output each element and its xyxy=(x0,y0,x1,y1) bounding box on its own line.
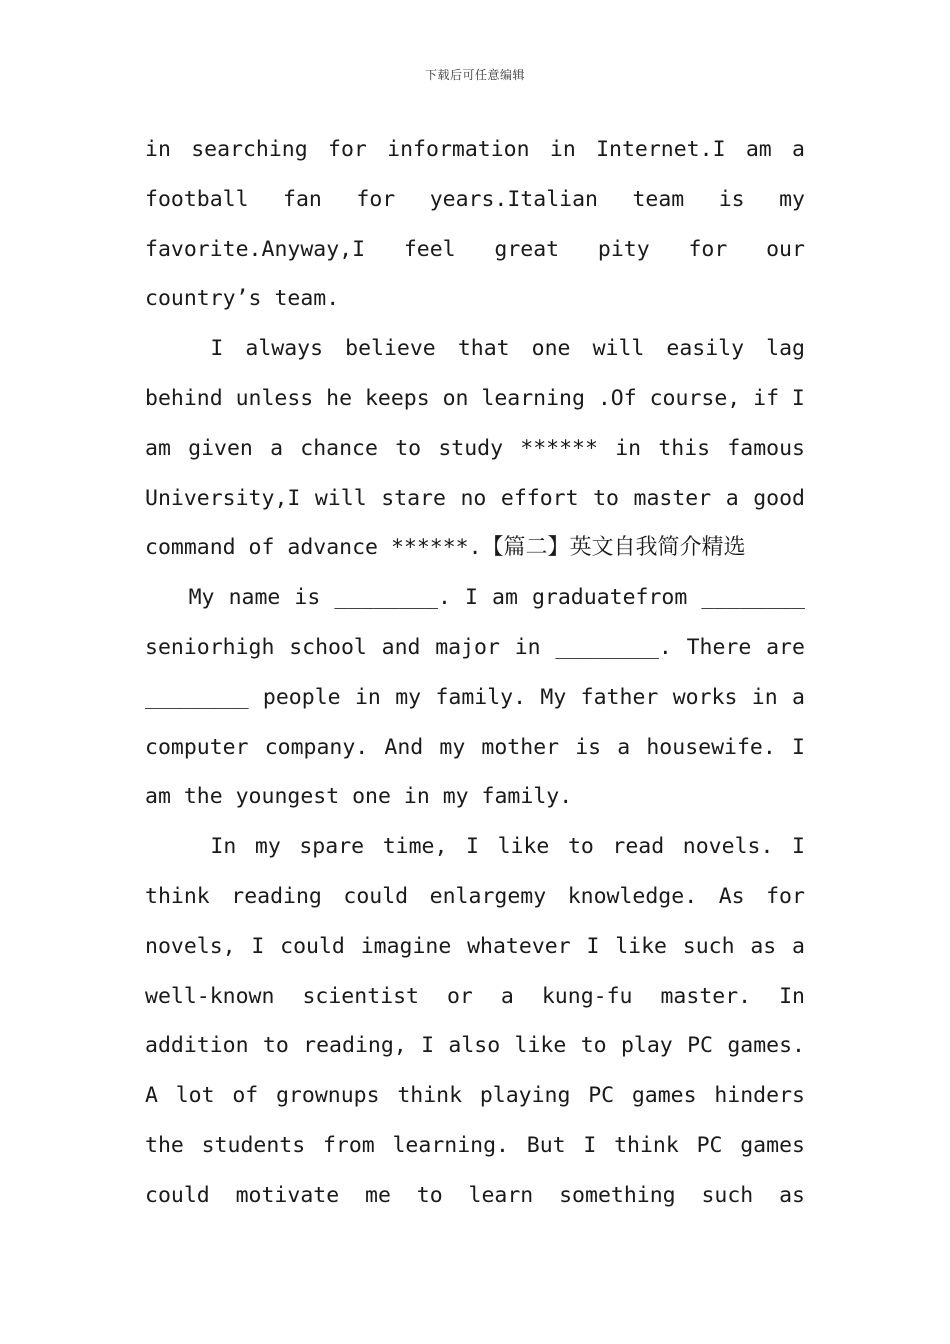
word: PC xyxy=(696,1132,723,1158)
word: major xyxy=(435,634,500,660)
word: in xyxy=(549,137,576,162)
word: in xyxy=(615,435,642,461)
word: to xyxy=(580,1033,607,1059)
word: a xyxy=(792,684,805,710)
word: .Of xyxy=(597,385,637,411)
word: I xyxy=(466,834,479,860)
word: think xyxy=(614,1132,679,1158)
text-line xyxy=(145,1021,805,1071)
word: master. xyxy=(660,983,752,1009)
word: is xyxy=(718,186,745,212)
word: years.Italian xyxy=(429,186,598,212)
word: believe xyxy=(345,336,436,362)
word: scientist xyxy=(302,983,419,1009)
word: my xyxy=(439,734,466,760)
word: a xyxy=(792,933,805,959)
word: ________ xyxy=(701,585,805,611)
word: games. xyxy=(727,1033,805,1059)
word: a xyxy=(792,137,805,162)
word: could xyxy=(280,933,345,959)
text-line xyxy=(145,723,805,773)
word: I xyxy=(251,933,265,959)
word: my xyxy=(254,834,281,860)
word: football xyxy=(145,186,249,212)
word: for xyxy=(356,186,396,212)
word: motivate xyxy=(235,1182,340,1208)
word: is xyxy=(294,585,321,611)
line-text: command of advance ******. xyxy=(145,535,482,561)
word: And xyxy=(384,734,424,760)
word: There xyxy=(686,634,752,660)
word: think xyxy=(397,1083,463,1109)
word: feel xyxy=(403,236,456,262)
word: he xyxy=(326,385,353,411)
word: could xyxy=(343,883,409,909)
word: am xyxy=(492,585,518,611)
word: graduatefrom xyxy=(531,585,688,611)
word: PC xyxy=(687,1033,713,1059)
word: grownups xyxy=(275,1083,380,1109)
word: But xyxy=(526,1132,566,1158)
word: ________. xyxy=(334,585,451,611)
text-line xyxy=(145,175,805,225)
word: novels. xyxy=(682,834,774,860)
line-text: country’s team. xyxy=(145,286,340,312)
text-line xyxy=(145,1171,805,1221)
text-line xyxy=(145,274,805,324)
word: In xyxy=(210,834,237,860)
word: in xyxy=(354,684,381,710)
word: learning. xyxy=(392,1132,509,1158)
word: such xyxy=(701,1182,754,1208)
word: chance xyxy=(300,435,378,461)
word: a xyxy=(500,983,514,1009)
word: am xyxy=(745,137,772,162)
word: in xyxy=(145,137,171,162)
section-heading: 【篇二】英文自我简介精选 xyxy=(481,535,746,561)
word: course, xyxy=(649,385,741,411)
word: if xyxy=(753,385,780,411)
text-line xyxy=(145,374,805,424)
word: a xyxy=(725,485,739,511)
word: I xyxy=(210,336,224,362)
text-line xyxy=(145,623,805,673)
word: will xyxy=(314,485,367,511)
word: pity xyxy=(597,236,650,262)
word: read xyxy=(612,834,665,860)
word: well-known xyxy=(145,983,275,1009)
word: could xyxy=(145,1182,210,1208)
text-line xyxy=(145,523,805,573)
word: computer xyxy=(145,734,249,760)
word: lag xyxy=(766,336,805,362)
word: this xyxy=(658,435,711,461)
word: A xyxy=(145,1083,158,1109)
word: for xyxy=(688,236,728,262)
word: stare xyxy=(381,485,446,511)
word: me xyxy=(365,1182,391,1208)
word: for xyxy=(328,137,367,162)
word: are xyxy=(766,634,805,660)
word: addition xyxy=(145,1033,249,1059)
word: searching xyxy=(191,137,308,162)
word: University,I xyxy=(145,485,301,511)
word: also xyxy=(448,1033,501,1059)
word: In xyxy=(779,983,805,1009)
word: time, xyxy=(382,834,448,860)
word: spare xyxy=(299,834,365,860)
word: my xyxy=(779,186,805,212)
word: students xyxy=(201,1132,306,1158)
word: to xyxy=(262,1033,289,1059)
word: master xyxy=(633,485,712,511)
line-text: am the youngest one in my family. xyxy=(145,784,573,810)
page-header: 下载后可任意编辑 xyxy=(424,68,525,82)
word: Internet.I xyxy=(596,137,726,162)
word: my xyxy=(395,684,422,710)
word: good xyxy=(753,485,805,511)
word: lot xyxy=(175,1083,215,1109)
word: housewife. xyxy=(646,734,776,760)
word: imagine xyxy=(360,933,452,959)
word: like xyxy=(497,834,550,860)
word: will xyxy=(592,336,645,362)
word: given xyxy=(188,435,253,461)
word: I xyxy=(421,1033,435,1059)
word: to xyxy=(567,834,594,860)
word: ________ xyxy=(145,684,249,710)
word: reading, xyxy=(303,1033,407,1059)
word: enlargemy xyxy=(429,883,547,909)
word: always xyxy=(245,336,324,362)
word: knowledge. xyxy=(567,883,698,909)
text-line xyxy=(145,424,805,474)
word: that xyxy=(457,336,510,362)
word: favorite.Anyway,I xyxy=(145,236,366,262)
word: in xyxy=(514,634,541,660)
word: to xyxy=(593,485,619,511)
word: information xyxy=(387,137,530,162)
text-line xyxy=(145,125,805,175)
word: I xyxy=(464,585,478,611)
word: school xyxy=(289,634,367,660)
word: hinders xyxy=(714,1083,805,1109)
word: no xyxy=(460,485,487,511)
word: novels, xyxy=(145,933,236,959)
word: I xyxy=(792,834,805,860)
text-line xyxy=(145,972,805,1022)
word: such xyxy=(682,933,735,959)
word: I xyxy=(791,734,805,760)
word: is xyxy=(575,734,602,760)
word: something xyxy=(559,1182,676,1208)
word: keeps xyxy=(364,385,430,411)
word: games xyxy=(631,1083,697,1109)
word: and xyxy=(381,634,421,660)
word: in xyxy=(751,684,778,710)
word: company. xyxy=(264,734,369,760)
text-line xyxy=(145,872,805,922)
word: people xyxy=(262,684,341,710)
text-line xyxy=(145,474,805,524)
word: ________. xyxy=(555,634,672,660)
word: our xyxy=(766,236,805,262)
text-line xyxy=(145,772,805,822)
text-line xyxy=(145,673,805,723)
word: am xyxy=(145,435,171,461)
word: of xyxy=(232,1083,259,1109)
text-line xyxy=(145,324,805,374)
word: study xyxy=(438,435,504,461)
word: whatever xyxy=(467,933,571,959)
word: father xyxy=(580,684,659,710)
word: playing xyxy=(479,1083,571,1109)
word: to xyxy=(395,435,422,461)
word: name xyxy=(228,585,281,611)
word: the xyxy=(145,1132,184,1158)
word: My xyxy=(540,684,567,710)
word: My xyxy=(188,585,215,611)
word: or xyxy=(446,983,473,1009)
word: behind xyxy=(145,385,223,411)
word: seniorhigh xyxy=(145,634,275,660)
word: great xyxy=(494,236,560,262)
word: kung-fu xyxy=(541,983,633,1009)
word: family. xyxy=(435,684,527,710)
word: famous xyxy=(727,435,805,461)
word: easily xyxy=(666,336,745,362)
word: effort xyxy=(500,485,579,511)
word: one xyxy=(531,336,571,362)
word: think xyxy=(145,883,210,909)
word: PC xyxy=(588,1083,615,1109)
word: for xyxy=(766,883,805,909)
word: I xyxy=(586,933,600,959)
word: works xyxy=(672,684,738,710)
word: As xyxy=(718,883,745,909)
word: unless xyxy=(235,385,314,411)
text-line xyxy=(145,573,805,623)
text-line xyxy=(145,1071,805,1121)
word: mother xyxy=(481,734,560,760)
document-body xyxy=(145,125,805,1221)
word: a xyxy=(617,734,631,760)
word: I xyxy=(583,1132,597,1158)
text-line xyxy=(145,822,805,872)
text-line xyxy=(145,225,805,275)
word: games xyxy=(740,1132,805,1158)
word: reading xyxy=(231,883,322,909)
word: as xyxy=(750,933,777,959)
word: play xyxy=(620,1033,673,1059)
text-line xyxy=(145,1121,805,1171)
word: like xyxy=(615,933,667,959)
word: as xyxy=(779,1182,805,1208)
word: on xyxy=(442,385,469,411)
word: to xyxy=(416,1182,443,1208)
text-line xyxy=(145,922,805,972)
word: fan xyxy=(283,186,322,212)
word: like xyxy=(514,1033,567,1059)
word: team xyxy=(632,186,685,212)
word: learn xyxy=(468,1182,534,1208)
word: from xyxy=(322,1132,375,1158)
word: a xyxy=(270,435,284,461)
word: learning xyxy=(481,385,585,411)
word: I xyxy=(791,385,805,411)
word: ****** xyxy=(520,435,598,461)
